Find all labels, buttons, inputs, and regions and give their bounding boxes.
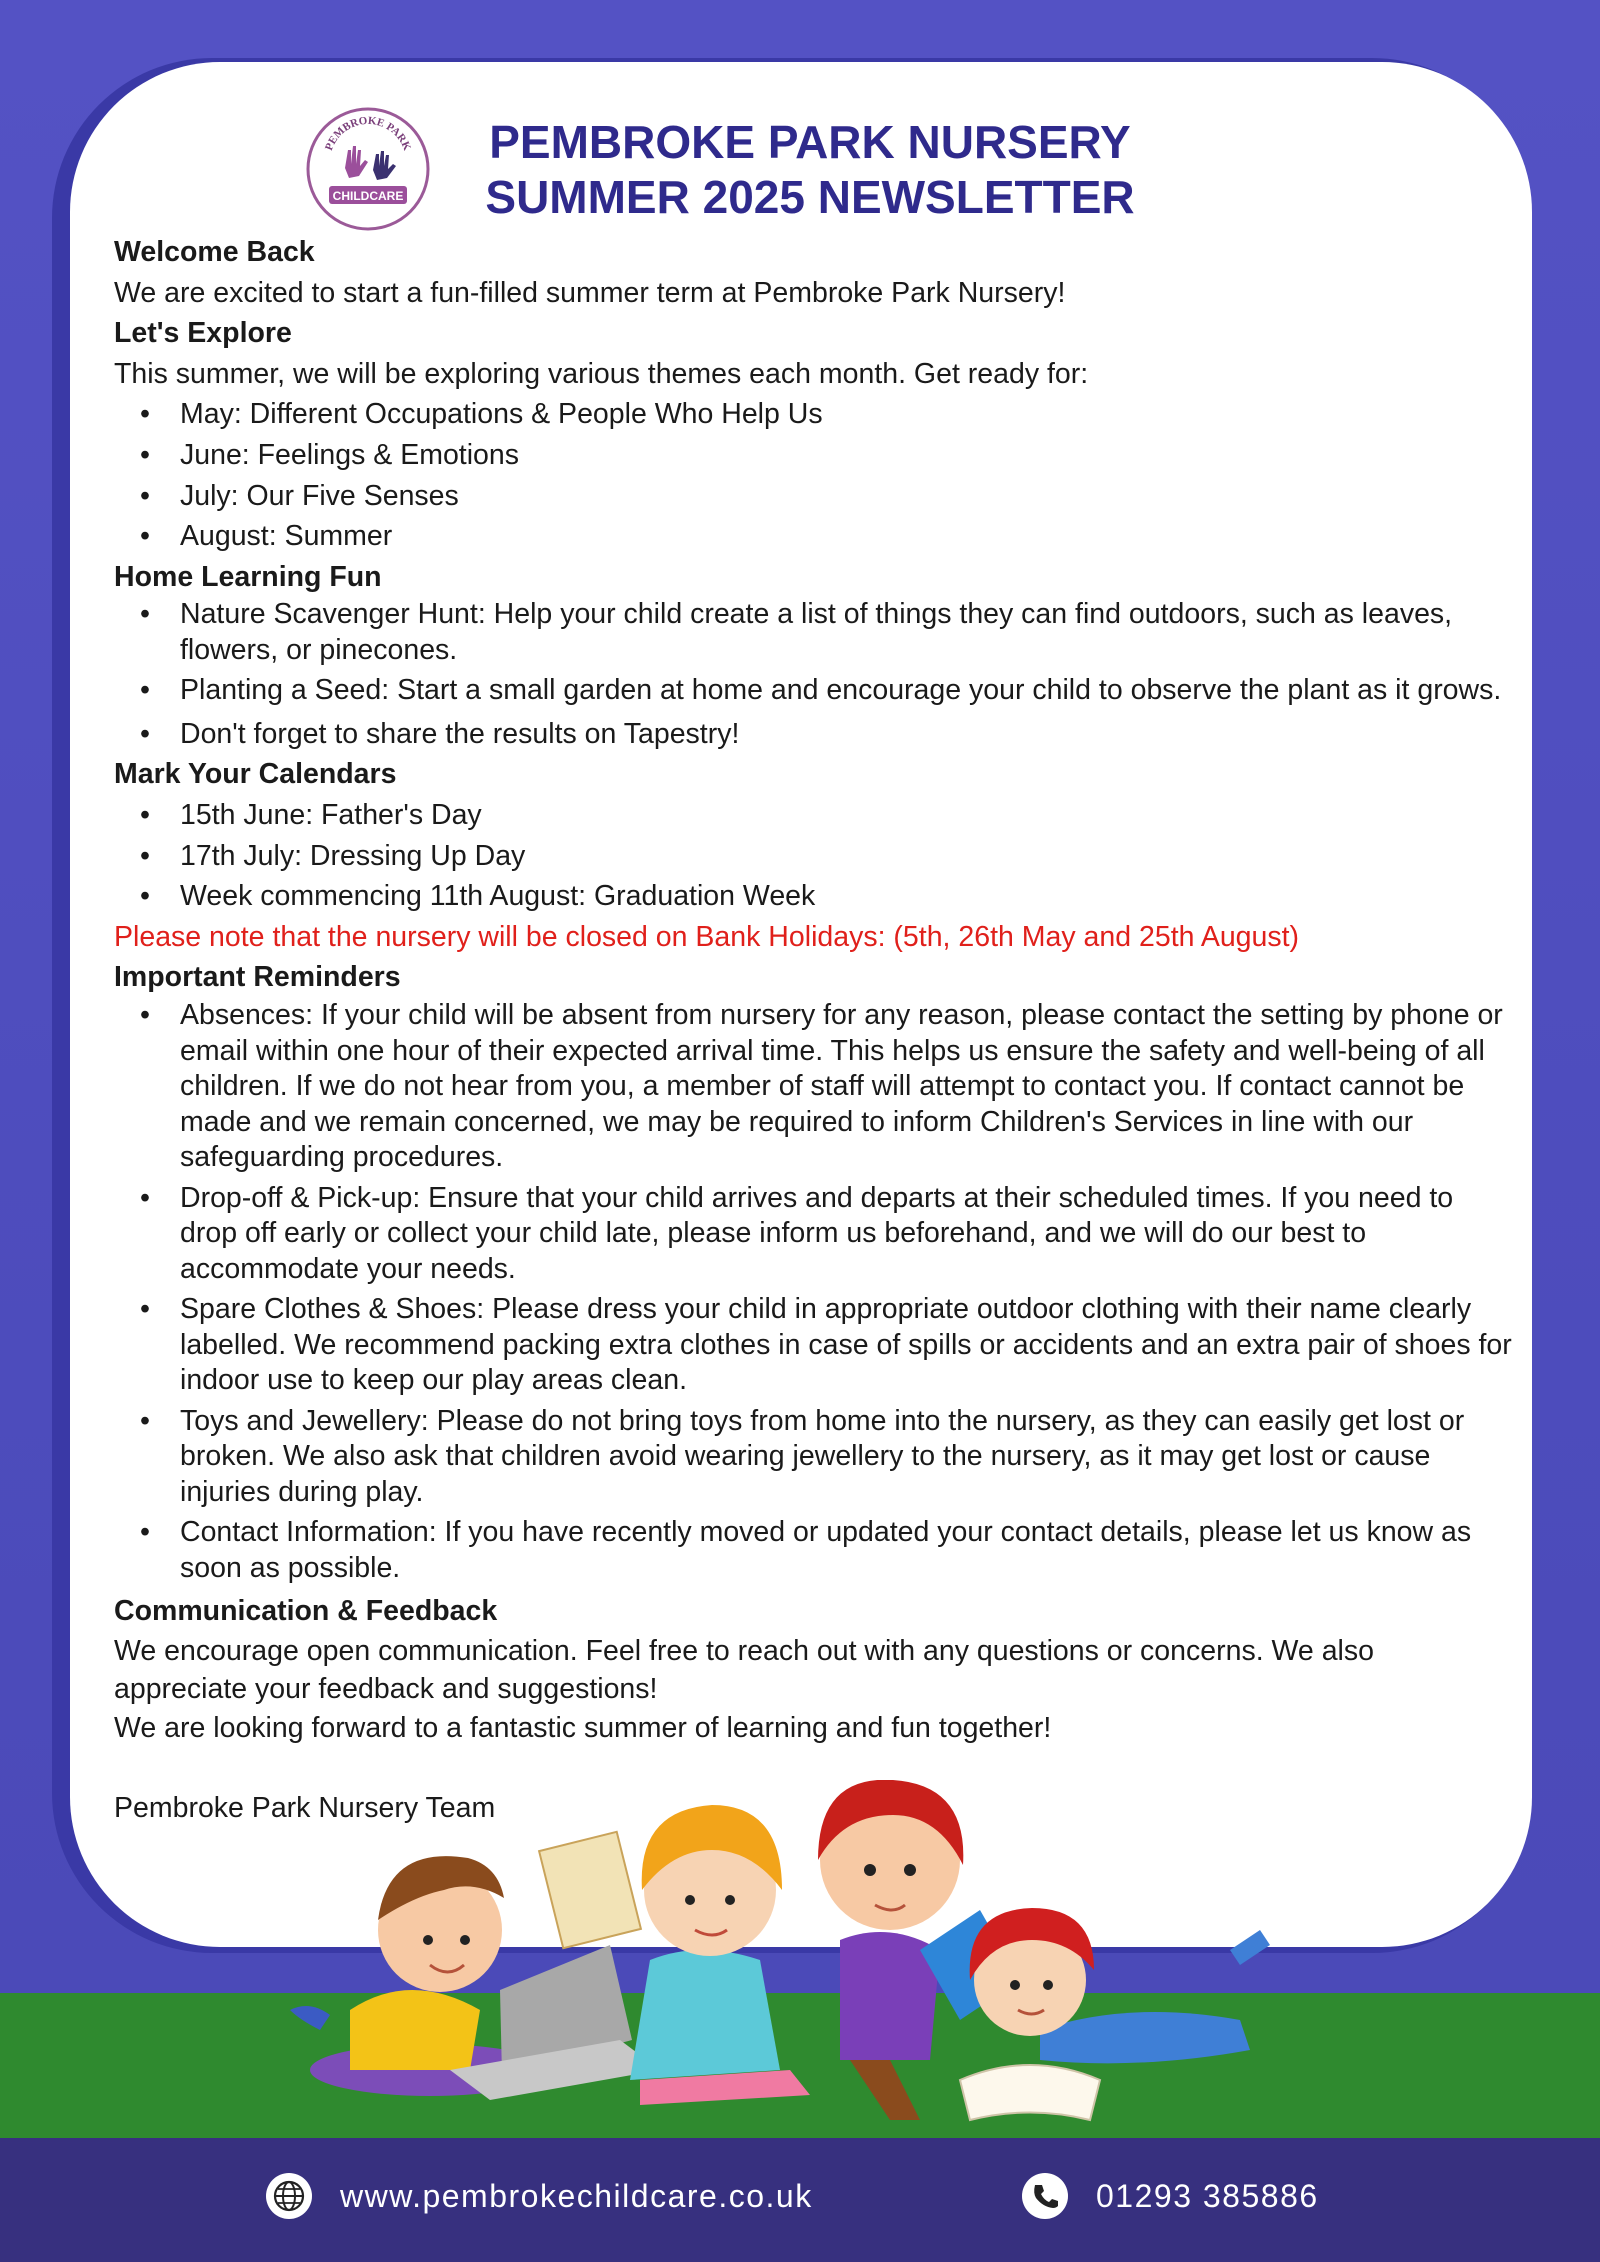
list-item: • Contact Information: If you have recently moved or updated your contact details, please let us know as soon as possible. (114, 1515, 1514, 1586)
welcome-text: We are excited to start a fun-filled summer term at Pembroke Park Nursery! (114, 276, 1066, 309)
list-item: • Absences: If your child will be absent from nursery for any reason, please contact the setting by phone or email within one hour of their expected arrival time. This helps us ensure the safety and well-being of all children. If we do not hear from you, a member of staff will attempt to contact you. If contact cannot be made and we remain concerned, we may be required to inform Children's Services in line with our safeguarding procedures. (114, 998, 1514, 1176)
phone-icon (1022, 2173, 1068, 2219)
reminders-heading: Important Reminders (114, 961, 401, 994)
list-item: • 17th July: Dressing Up Day (114, 836, 1514, 877)
home-learning-list (114, 597, 1514, 754)
communication-text: We encourage open communication. Feel free to reach out with any questions or concerns. We also appreciate your feedback and suggestions! (114, 1634, 1374, 1705)
closure-note: Please note that the nursery will be closed on Bank Holidays: (5th, 26th May and 25th August) (114, 920, 1300, 953)
list-item: • Nature Scavenger Hunt: Help your child create a list of things they can find outdoors, such as leaves, flowers, or pinecones. (114, 597, 1514, 668)
list-item: • May: Different Occupations & People Who Help Us (114, 394, 1514, 435)
calendar-heading: Mark Your Calendars (114, 758, 397, 791)
list-item: • Toys and Jewellery: Please do not bring toys from home into the nursery, as they can easily get lost or broken. We also ask that children avoid wearing jewellery to the nursery, as it may get lost or cause injuries during play. (114, 1404, 1514, 1511)
closing-text: We are looking forward to a fantastic summer of learning and fun together! (114, 1711, 1052, 1744)
list-item: • Planting a Seed: Start a small garden at home and encourage your child to observe the plant as it grows. (114, 673, 1514, 709)
list-item: • Spare Clothes & Shoes: Please dress your child in appropriate outdoor clothing with their name clearly labelled. We recommend packing extra clothes in case of spills or accidents and an extra pair of shoes for indoor use to keep our play areas clean. (114, 1292, 1514, 1399)
calendar-list (114, 795, 1514, 917)
communication-heading: Communication & Feedback (114, 1595, 498, 1627)
explore-heading: Let's Explore (114, 317, 292, 350)
children-illustration (270, 1780, 1330, 2140)
logo-text-top: PEMBROKE PARK (323, 114, 413, 153)
newsletter-body (114, 232, 1514, 1829)
globe-icon (266, 2173, 312, 2219)
newsletter-title (440, 115, 1180, 225)
list-item: • 15th June: Father's Day (114, 795, 1514, 836)
signature: Pembroke Park Nursery Team (114, 1792, 496, 1825)
welcome-heading: Welcome Back (114, 236, 315, 268)
list-item: • Week commencing 11th August: Graduation Week (114, 876, 1514, 917)
title-line-1: PEMBROKE PARK NURSERY (489, 116, 1131, 168)
website-link[interactable]: www.pembrokechildcare.co.uk (340, 2177, 813, 2214)
logo-text-bottom: CHILDCARE (332, 189, 404, 203)
title-line-2: SUMMER 2025 NEWSLETTER (485, 171, 1135, 223)
nursery-logo (305, 106, 431, 232)
list-item: • Don't forget to share the results on Tapestry! (114, 714, 1514, 755)
list-item: • August: Summer (114, 516, 1514, 557)
girl-lying-down-figure (960, 1908, 1270, 2120)
list-item: • July: Our Five Senses (114, 476, 1514, 517)
home-learning-heading: Home Learning Fun (114, 560, 382, 593)
reminders-list (114, 998, 1514, 1586)
list-item: • June: Feelings & Emotions (114, 435, 1514, 476)
list-item: • Drop-off & Pick-up: Ensure that your child arrives and departs at their scheduled times. If you need to drop off early or collect your child late, please inform us beforehand, and we will do our best to accommodate your needs. (114, 1181, 1514, 1288)
footer-phone[interactable] (1022, 2173, 1319, 2219)
explore-intro: This summer, we will be exploring various themes each month. Get ready for: (114, 357, 1089, 390)
footer-website[interactable] (266, 2173, 813, 2219)
phone-number[interactable]: 01293 385886 (1096, 2177, 1319, 2214)
explore-list (114, 394, 1514, 556)
